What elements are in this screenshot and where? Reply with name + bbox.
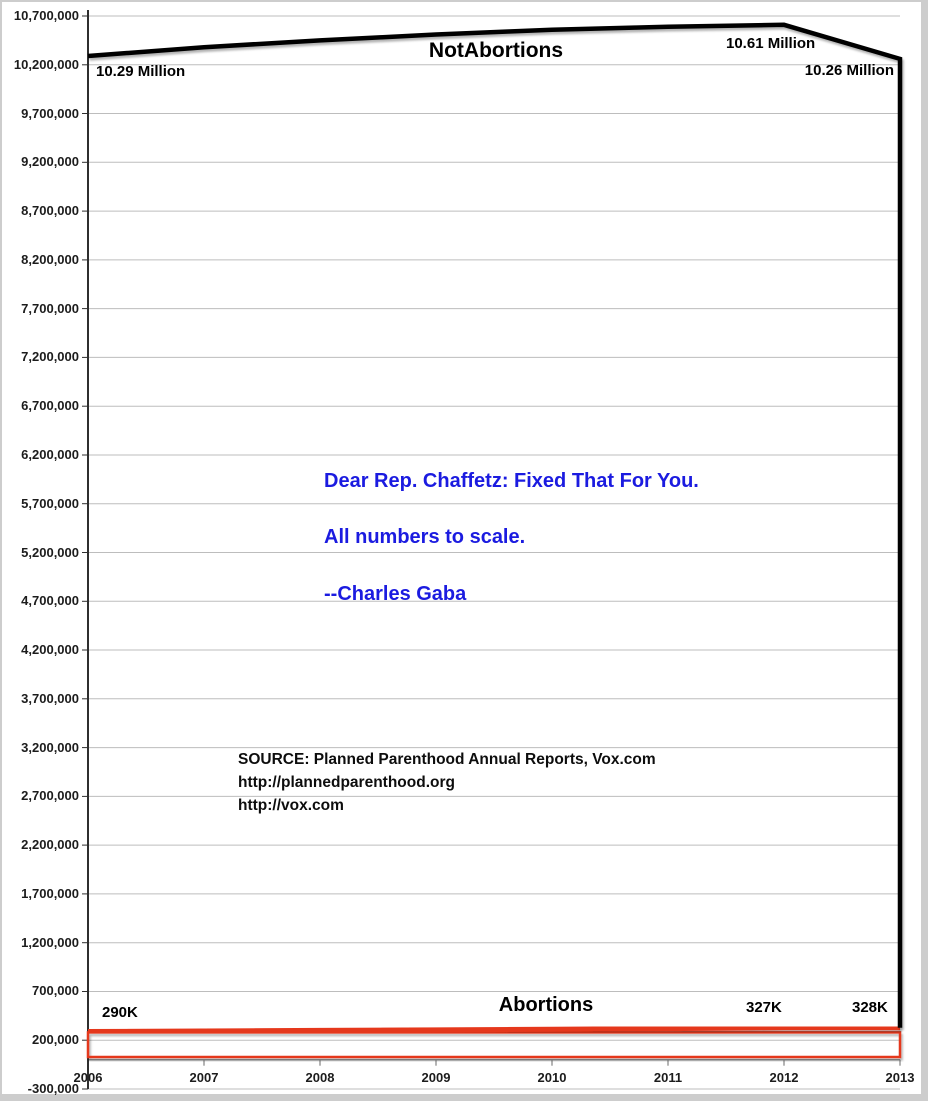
x-axis-label: 2013 xyxy=(885,1070,915,1085)
y-axis-label: 6,200,000 xyxy=(21,447,79,462)
x-axis-label: 2011 xyxy=(653,1070,683,1085)
y-axis-label: 5,200,000 xyxy=(21,545,79,560)
y-axis-label: 8,700,000 xyxy=(21,203,79,218)
y-axis-label: 8,200,000 xyxy=(21,252,79,267)
series-label-abortions: Abortions xyxy=(498,994,594,1016)
x-axis-label: 2010 xyxy=(537,1070,567,1085)
data-label-abortions-2006: 290K xyxy=(102,1004,138,1021)
y-axis-label: 1,200,000 xyxy=(21,935,79,950)
y-axis-label: 700,000 xyxy=(32,983,79,998)
y-axis-label: 2,200,000 xyxy=(21,837,79,852)
y-axis-label: 10,200,000 xyxy=(13,57,79,72)
source-line-2: http://plannedparenthood.org xyxy=(238,774,455,791)
data-label-notabortions-2012: 10.61 Million xyxy=(726,35,816,52)
annotation-note-line-2: All numbers to scale. xyxy=(324,526,526,548)
data-label-abortions-2013: 328K xyxy=(852,999,888,1016)
source-line-1: SOURCE: Planned Parenthood Annual Reports, Vox.com xyxy=(238,751,656,768)
y-axis-label: 9,700,000 xyxy=(21,106,79,121)
x-axis-label: 2012 xyxy=(769,1070,799,1085)
y-axis-label: 4,700,000 xyxy=(21,593,79,608)
series-label-notabortions: NotAbortions xyxy=(428,39,564,62)
data-label-notabortions-2006: 10.29 Million xyxy=(96,63,186,80)
y-axis-label: 200,000 xyxy=(32,1032,79,1047)
data-label-abortions-2012: 327K xyxy=(746,999,782,1016)
y-axis-label: 9,200,000 xyxy=(21,154,79,169)
annotation-note-signature: --Charles Gaba xyxy=(324,583,467,605)
y-axis-label: 3,200,000 xyxy=(21,740,79,755)
y-axis-label: -300,000 xyxy=(27,1081,79,1096)
data-label-notabortions-2013: 10.26 Million xyxy=(804,62,894,79)
x-axis-label: 2008 xyxy=(305,1070,335,1085)
annotation-note-line-1: Dear Rep. Chaffetz: Fixed That For You. xyxy=(324,470,699,492)
x-axis-label: 2009 xyxy=(421,1070,451,1085)
y-axis-label: 10,700,000 xyxy=(13,8,79,23)
y-axis-label: 5,700,000 xyxy=(21,496,79,511)
y-axis-label: 2,700,000 xyxy=(21,788,79,803)
x-axis-label: 2006 xyxy=(73,1070,103,1085)
source-line-3: http://vox.com xyxy=(238,797,344,814)
y-axis-label: 7,700,000 xyxy=(21,301,79,316)
y-axis-label: 7,200,000 xyxy=(21,349,79,364)
y-axis-label: 6,700,000 xyxy=(21,398,79,413)
y-axis-label: 4,200,000 xyxy=(21,642,79,657)
x-axis-label: 2007 xyxy=(189,1070,219,1085)
y-axis-label: 3,700,000 xyxy=(21,691,79,706)
y-axis-label: 1,700,000 xyxy=(21,886,79,901)
